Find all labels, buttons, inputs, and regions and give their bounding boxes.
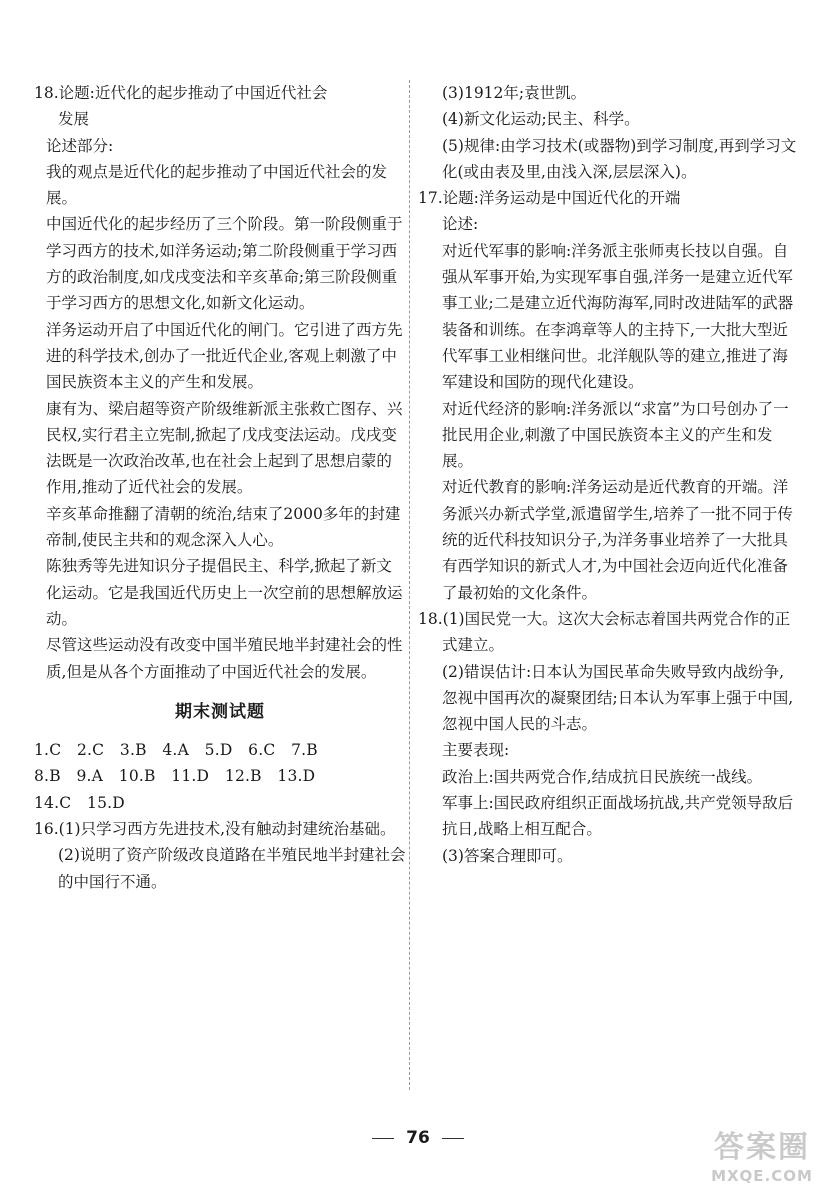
left-column bbox=[34, 80, 406, 895]
q18-label: 论述部分: bbox=[46, 136, 114, 155]
page-number: 76 bbox=[406, 1128, 430, 1148]
footer-dash-right bbox=[442, 1138, 464, 1139]
column-divider bbox=[409, 80, 410, 1090]
watermark-top: 答案圈 bbox=[714, 1130, 810, 1165]
q18-para-7: 尽管这些运动没有改变中国半殖民地半封建社会的性质,但是从各个方面推动了中国近代社会的发展。 bbox=[46, 636, 403, 681]
q18-para-5: 辛亥革命推翻了清朝的统治,结束了2000多年的封建帝制,使民主共和的观念深入人心。 bbox=[46, 504, 401, 550]
answer-3: (3)1912年;袁世凯。 bbox=[442, 84, 587, 102]
section-title: 期末测试题 bbox=[175, 701, 265, 722]
q18-para-4: 康有为、梁启超等资产阶级维新派主张救亡图存、兴民权,实行君主立宪制,掀起了戊戌变法运动。戊戌变法既是一次政治改革,也在社会上起到了思想启蒙的作用,推动了近代社会的发展。 bbox=[46, 399, 403, 497]
q18-para-2: 中国近代化的起步经历了三个阶段。第一阶段侧重于学习西方的技术,如洋务运动;第二阶段侧重于学习西方的政治制度,如戊戌变法和辛亥革命;第三阶段侧重于学习西方的思想文化,如新文化运动。 bbox=[46, 215, 403, 313]
q17-label: 论述: bbox=[442, 215, 479, 234]
q18-part-3: (3)答案合理即可。 bbox=[442, 846, 573, 865]
q17-para-2: 对近代经济的影响:洋务派以“求富”为口号创办了一批民用企业,刺激了中国民族资本主义的产生和发展。 bbox=[442, 399, 789, 471]
mc-answers-line-1: 1.C 2.C 3.B 4.A 5.D 6.C 7.B bbox=[34, 741, 318, 760]
q18-main-label: 主要表现: bbox=[442, 741, 510, 760]
answer-5: (5)规律:由学习技术(或器物)到学习制度,再到学习文化(或由表及里,由浅入深,层层深入)。 bbox=[442, 136, 797, 181]
footer-dash-left bbox=[372, 1138, 394, 1139]
q18-part-1: 18.(1)国民党一大。这次大会标志着国共两党合作的正式建立。 bbox=[418, 609, 791, 655]
mc-answers-line-2: 8.B 9.A 10.B 11.D 12.B 13.D bbox=[34, 767, 316, 786]
q18-para-6: 陈独秀等先进知识分子提倡民主、科学,掀起了新文化运动。它是我国近代历史上一次空前的思想解放运动。 bbox=[46, 557, 403, 628]
q18-title: 18.论题:近代化的起步推动了中国近代社会 bbox=[34, 84, 328, 102]
q16-part-2: (2)说明了资产阶级改良道路在半殖民地半封建社会的中国行不通。 bbox=[58, 846, 406, 891]
q17-title: 17.论题:洋务运动是中国近代化的开端 bbox=[418, 189, 681, 208]
q17-para-1: 对近代军事的影响:洋务派主张师夷长技以自强。自强从军事开始,为实现军事自强,洋务一是建立近代军事工业;二是建立近代海防海军,同时改进陆军的武器装备和训练。在李鸿章等人的主持下,一大批大型近代军事工业相继问世。北洋舰队等的建立,推进了海军建设和国防的现代化建设。 bbox=[442, 241, 794, 392]
q18-para-3: 洋务运动开启了中国近代化的闸门。它引进了西方先进的科学技术,创办了一批近代企业,客观上刺激了中国民族资本主义的产生和发展。 bbox=[46, 320, 403, 392]
watermark-bottom: MXQE.COM bbox=[711, 1167, 813, 1185]
q18-politics: 政治上:国共两党合作,结成抗日民族统一战线。 bbox=[442, 767, 763, 786]
q18-part-2: (2)错误估计:日本认为国民革命失败导致内战纷争,忽视中国再次的凝聚团结;日本认为军事上强于中国,忽视中国人民的斗志。 bbox=[442, 662, 794, 734]
mc-answers-line-3: 14.C 15.D bbox=[34, 793, 125, 812]
q18-military: 军事上:国民政府组织正面战场抗战,共产党领导敌后抗日,战略上相互配合。 bbox=[442, 794, 794, 839]
q17-para-3: 对近代教育的影响:洋务运动是近代教育的开端。洋务派兴办新式学堂,派遣留学生,培养了一批不同于传统的近代科技知识分子,为洋务事业培养了一大批具有西学知识的新式人才,为中国社会迈向近代化准备了最初始的文化条件。 bbox=[442, 478, 793, 602]
q16-part-1: 16.(1)只学习西方先进技术,没有触动封建统治基础。 bbox=[34, 820, 396, 839]
q18-para-1: 我的观点是近代化的起步推动了中国近代社会的发展。 bbox=[46, 162, 388, 208]
q18-title-cont: 发展 bbox=[58, 110, 90, 129]
watermark-logo bbox=[698, 1130, 826, 1194]
answer-4: (4)新文化运动;民主、科学。 bbox=[442, 110, 640, 129]
right-column bbox=[418, 80, 798, 869]
